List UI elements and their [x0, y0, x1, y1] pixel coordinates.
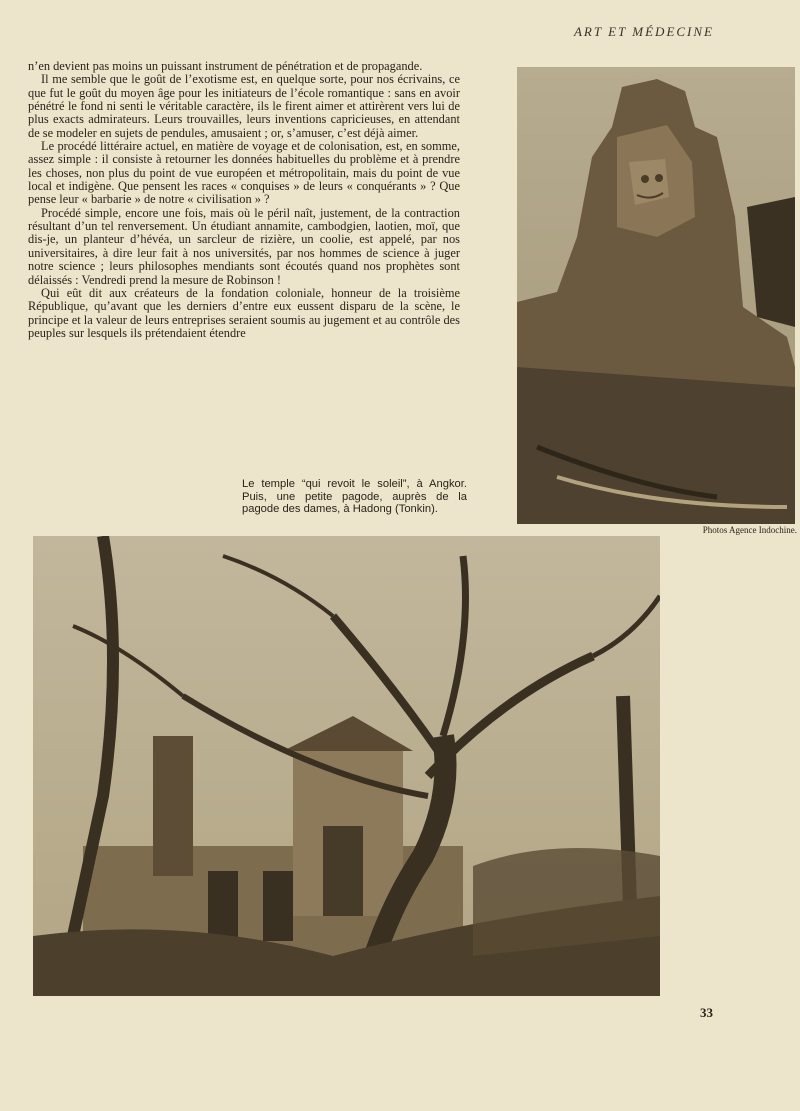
- paragraph: Qui eût dit aux créateurs de la fondation coloniale, honneur de la troisième République, qu’avant que les derniers d’entre eux eussent disparu de la scène, le principe et la valeur de leurs entreprises seraient soumis au jugement et au contrôle des peuples sur lesquels ils prétendaient étendre: [28, 285, 460, 340]
- paragraph: Il me semble que le goût de l’exotisme est, en quelque sorte, pour nos écrivains, ce que fut le goût du moyen âge pour les initiateurs de l’école romantique : sans en avoir pénétré le fond ni senti le véritable caractère, ils le firent aimer et attirèrent vers lui de plus exacts admirateurs. Leurs trouvailles, leurs inventions capricieuses, en attendant de se modeler en sujets de pendules, amusaient ; or, s’amuser, c’est déjà aimer.: [28, 72, 460, 140]
- article-body: [28, 60, 460, 340]
- angkor-temple-photo: [517, 67, 795, 524]
- photo-caption: Le temple “qui revoit le soleil”, à Angkor. Puis, une petite pagode, auprès de la pagode des dames, à Hadong (Tonkin).: [242, 478, 467, 515]
- paragraph: n’en devient pas moins un puissant instrument de pénétration et de propagande.: [28, 59, 423, 73]
- photo-credit: Photos Agence Indochine.: [702, 525, 797, 535]
- page-number: 33: [700, 1005, 713, 1020]
- paragraph: Le procédé littéraire actuel, en matière de voyage et de colonisation, est, en somme, assez simple : il consiste à retourner les données habituelles du problème et à prendre les choses, non plus du point de vue européen et métropolitain, mais du point de vue local et indigène. Que pensent les races « conquises » de leurs « conquérants » ? Que pense leur « barbarie » de notre « civilisation » ?: [28, 139, 460, 207]
- paragraph: Procédé simple, encore une fois, mais où le péril naît, justement, de la contraction résultant d’un tel renversement. Un étudiant annamite, cambodgien, laotien, moï, que dis-je, un planteur d’hévéa, un sarcleur de rizière, un coolie, est appelé, par nos universitaires, à dire leur fait à nos universités, par nos hommes de science à juger notre science ; leurs philosophes mendiants sont écoutés quand nos prophètes sont délaissés : Vendredi prend la mesure de Robinson !: [28, 205, 460, 287]
- pagoda-photo: [33, 536, 660, 996]
- running-header: ART ET MÉDECINE: [573, 24, 714, 39]
